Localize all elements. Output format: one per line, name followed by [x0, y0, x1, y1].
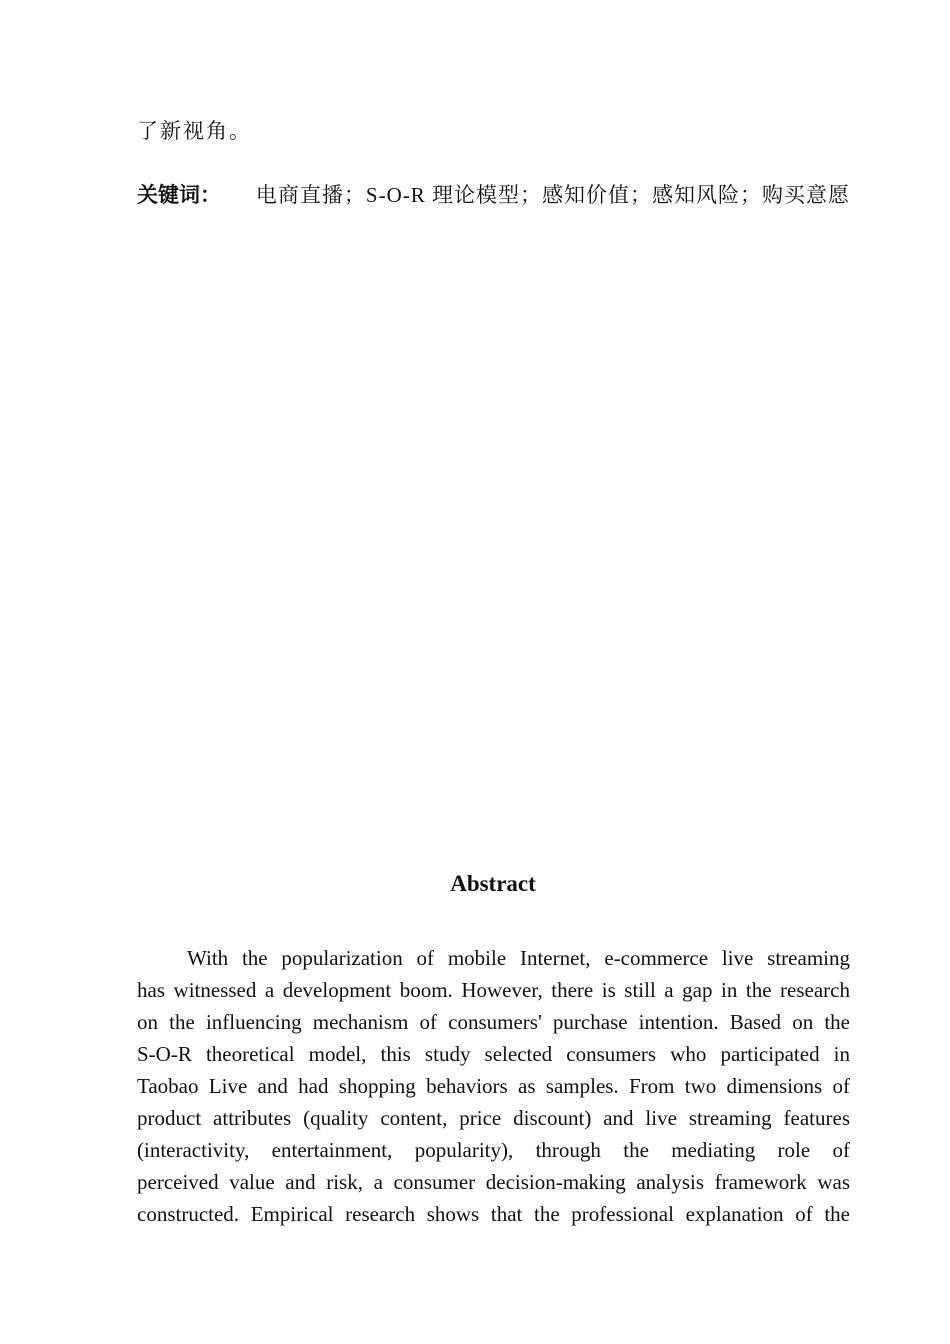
- abstract-line: perceived value and risk, a consumer decision-making analysis framework was: [137, 1170, 850, 1194]
- abstract-heading: Abstract: [450, 871, 536, 896]
- abstract-line: on the influencing mechanism of consumers' purchase intention. Based on the: [137, 1010, 850, 1034]
- abstract-line: With the popularization of mobile Internet, e-commerce live streaming: [187, 946, 850, 970]
- abstract-line: (interactivity, entertainment, popularity), through the mediating role of: [137, 1138, 850, 1162]
- keywords-text: 电商直播；S-O-R 理论模型；感知价值；感知风险；购买意愿: [255, 183, 850, 207]
- previous-paragraph-ending: 了新视角。: [137, 119, 252, 143]
- abstract-line: has witnessed a development boom. However, there is still a gap in the research: [137, 978, 850, 1002]
- abstract-paragraph: [137, 942, 850, 1230]
- keywords-line: [137, 180, 850, 210]
- abstract-line: product attributes (quality content, price discount) and live streaming features: [137, 1106, 850, 1130]
- abstract-line: constructed. Empirical research shows that the professional explanation of the: [137, 1202, 850, 1226]
- abstract-line: Taobao Live and had shopping behaviors as samples. From two dimensions of: [137, 1074, 850, 1098]
- keywords-label: 关键词：: [137, 183, 221, 207]
- abstract-line: S-O-R theoretical model, this study selected consumers who participated in: [137, 1042, 850, 1066]
